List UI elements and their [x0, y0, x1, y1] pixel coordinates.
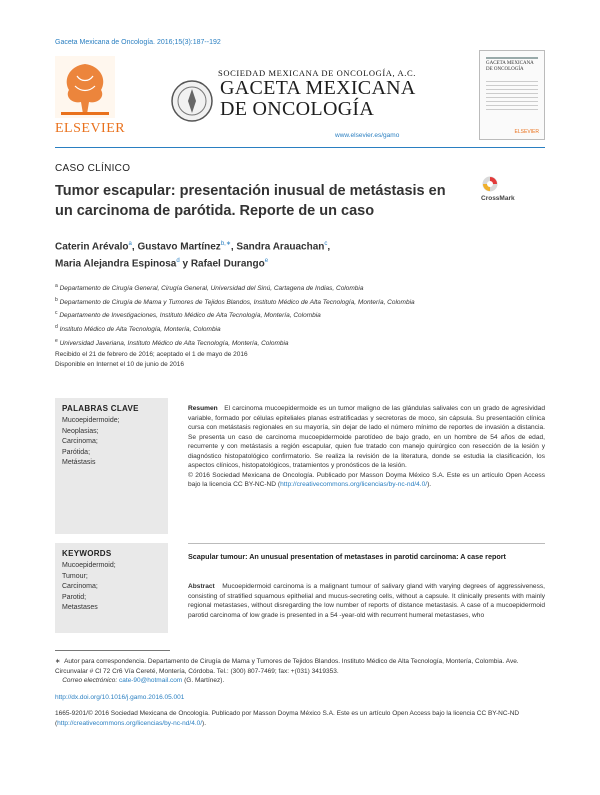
affiliation-text: Universidad Javeriana, Instituto Médico de Alta Tecnología, Montería, Colombia	[59, 339, 289, 347]
keyword-item: Mucoepidermoid;	[62, 562, 116, 569]
article-section: CASO CLÍNICO	[55, 163, 131, 174]
keyword-item: Mucoepidermoide;	[62, 417, 120, 424]
keywords-es-box	[55, 398, 168, 534]
elsevier-tree-logo	[55, 56, 115, 118]
author-affiliation-mark[interactable]: a	[128, 241, 132, 247]
affiliation-text: Departamento de Investigaciones, Instituto Médico de Alta Tecnología, Montería, Colombia	[59, 312, 321, 320]
journal-title-line-2: DE ONCOLOGÍA	[220, 98, 375, 120]
email-link[interactable]: cate-90@hotmail.com	[118, 677, 183, 684]
affiliation-item	[55, 295, 545, 309]
abstract-es-label: Resumen	[188, 405, 218, 412]
email-label: Correo electrónico:	[62, 677, 118, 684]
abstract-en-label: Abstract	[188, 583, 215, 590]
abstract-es	[188, 404, 545, 490]
english-title: Scapular tumour: An unusual presentation of metastases in parotid carcinoma: A case report	[188, 552, 506, 561]
email-owner: (G. Martínez).	[184, 677, 225, 684]
journal-cover-thumbnail	[479, 50, 545, 140]
abstract-es-text: El carcinoma mucoepidermoide es un tumor maligno de las glándulas salivales con un grado de agresividad variable, formado por células epiteliales planas estratificadas y secretoras de moco, sin cápsula. Su presentación clínica cursa con metástasis regionales en su mayoría, sin dejar de lado el número mínimo de reportes de invasión a distancia. Se presenta un caso de carcinoma mucoepidermoide parotídeo de bajo grado, en un hombre de 54 años de edad, recurrente y con metástasis a región escapular, quien fue tratado con manejo quirúrgico con resección de la lesión y diagnóstico histopatológico confirmatorio. Se realiza la revisión de la literatura, donde se estudia la clasificación, los aspectos clínicos, histopatológicos, tratamientos y pronósticos de la lesión.	[188, 405, 545, 469]
affiliation-list	[55, 281, 545, 349]
author-name[interactable]: Maria Alejandra Espinosa	[55, 258, 177, 270]
keyword-item: Tumour;	[62, 572, 88, 580]
affiliation-item	[55, 308, 545, 322]
keyword-item: Carcinoma;	[62, 583, 98, 590]
rights-text: 1665-9201/© 2016 Sociedad Mexicana de Oncología. Publicado por Masson Doyma México S.A. Este es un artículo Open Access bajo la licencia CC BY-NC-ND (	[55, 710, 520, 727]
author-name[interactable]: Sandra Arauachan	[236, 241, 325, 253]
abstract-es-copyright: © 2016 Sociedad Mexicana de Oncología. Publicado por Masson Doyma México S.A. Este es un artículo Open Access bajo la licencia CC BY-NC-ND (	[188, 471, 545, 488]
keywords-es-heading: PALABRAS CLAVE	[62, 404, 139, 413]
author-affiliation-mark[interactable]: c	[324, 241, 328, 247]
header-divider	[55, 147, 545, 148]
affiliation-mark: e	[55, 337, 58, 344]
rights-license-link[interactable]: http://creativecommons.org/licencias/by-nc-nd/4.0/	[57, 719, 203, 727]
keyword-item: Metástasis	[62, 459, 96, 466]
author-affiliation-mark[interactable]: e	[264, 258, 269, 265]
abstract-en	[188, 582, 545, 620]
publisher-name: ELSEVIER	[55, 121, 126, 136]
keyword-item: Metastases	[62, 604, 98, 611]
article-title: Tumor escapular: presentación inusual de metástasis en un carcinoma de parótida. Reporte de un caso	[55, 183, 446, 219]
keywords-es-list	[62, 416, 120, 469]
affiliation-text: Instituto Médico de Alta Tecnología, Montería, Colombia	[59, 326, 221, 334]
cover-title: GACETA MEXICANA DE ONCOLOGÍA	[486, 61, 534, 72]
journal-citation[interactable]: Gaceta Mexicana de Oncología. 2016;15(3):187--192	[55, 39, 221, 46]
article-dates	[55, 350, 455, 370]
keyword-item: Neoplasias;	[62, 427, 99, 435]
author-separator: ,	[131, 241, 138, 253]
author-separator: y	[179, 258, 191, 270]
online-date: Disponible en Internet el 10 de junio de 2016	[55, 361, 185, 368]
footnote-mark: ∗	[55, 658, 61, 665]
society-emblem-icon	[170, 79, 214, 123]
doi-link[interactable]: http://dx.doi.org/10.1016/j.gamo.2016.05.001	[55, 694, 185, 701]
affiliation-mark: c	[55, 310, 58, 317]
rights-end: ).	[202, 719, 207, 727]
affiliation-mark: a	[55, 283, 58, 289]
author-affiliation-mark[interactable]: b,∗	[220, 241, 231, 247]
journal-title	[220, 78, 416, 120]
abstract-en-text: Mucoepidermoid carcinoma is a malignant tumour of salivary gland with varying degrees of aggressiveness, consisting of stratified squamous epithelial and mucus-secreting cells, without a capsule. It clinically presents with mainly regional metastases, without disregarding the low number of reports of distance metastasis. A case of a mucoepidermoid parotid carcinoma of low grade is presented in a 54 -year-old with recurrent humeral metastases, who	[188, 583, 545, 619]
copyright-end: ).	[427, 481, 432, 488]
cover-publisher: ELSEVIER	[514, 129, 539, 135]
affiliation-mark: d	[55, 323, 58, 330]
affiliation-item	[55, 322, 545, 336]
author-separator: ,	[230, 241, 237, 253]
affiliation-item	[55, 336, 545, 350]
affiliation-item	[55, 281, 545, 295]
author-name[interactable]: Rafael Durango	[190, 258, 265, 270]
cover-bar	[486, 57, 538, 59]
affiliation-text: Departamento de Cirugía General, Cirugía General, Universidad del Sinú, Cartagena de Indias, Colombia	[59, 285, 364, 293]
corresponding-author-note	[55, 657, 545, 686]
keywords-en-box	[55, 543, 168, 633]
society-name: SOCIEDAD MEXICANA DE ONCOLOGÍA, A.C.	[218, 68, 416, 78]
author-affiliation-mark[interactable]: d	[176, 258, 180, 265]
footnote-text: Autor para correspondencia. Departamento de Cirugía de Mama y Tumores de Tejidos Blandos. Instituto Médico de Alta Tecnología, Montería, Colombia. Ave. Circunvalar # Cl 72 Cr6 Vía Cereté, Montería, Córdoba. Tel.: (300) 807-7469; fax: +(031) 3419353.	[55, 658, 519, 675]
abstract-divider	[188, 543, 545, 544]
keyword-item: Parótida;	[62, 448, 91, 456]
keywords-en-heading: KEYWORDS	[62, 549, 112, 558]
author-separator: ,	[327, 241, 331, 253]
keyword-item: Parotid;	[62, 593, 87, 601]
footnote-divider	[55, 650, 170, 651]
received-date: Recibido el 21 de febrero de 2016; aceptado el 1 de mayo de 2016	[55, 351, 248, 358]
keyword-item: Carcinoma;	[62, 438, 98, 445]
author-list	[55, 237, 495, 272]
journal-title-line-1: GACETA MEXICANA	[220, 77, 416, 99]
keywords-en-list	[62, 561, 116, 614]
author-name[interactable]: Caterin Arévalo	[55, 241, 129, 253]
author-name[interactable]: Gustavo Martínez	[137, 241, 221, 253]
cover-lines	[486, 81, 538, 113]
journal-website-link[interactable]: www.elsevier.es/gamo	[335, 132, 400, 139]
crossmark-icon[interactable]	[482, 176, 498, 192]
crossmark-label[interactable]: CrossMark	[481, 195, 515, 202]
affiliation-text: Departamento de Cirugía de Mama y Tumores de Tejidos Blandos, Instituto Médico de Alta Tecnología, Montería, Colombia	[59, 298, 415, 306]
rights-statement	[55, 709, 545, 728]
license-link[interactable]: http://creativecommons.org/licencias/by-nc-nd/4.0/	[280, 481, 428, 488]
affiliation-mark: b	[55, 296, 58, 303]
